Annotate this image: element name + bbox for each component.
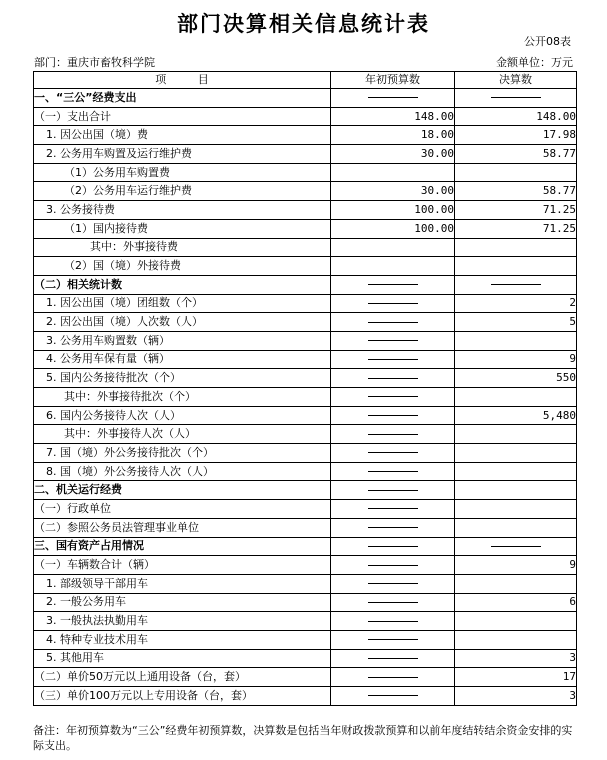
row-item-label: 5. 国内公务接待批次（个） <box>34 369 331 388</box>
table-row <box>34 238 577 257</box>
row-item-label: （三）单价100万元以上专用设备（台，套） <box>34 687 331 706</box>
table-row <box>34 500 577 519</box>
row-budget-dash <box>331 388 455 407</box>
page-title: 部门决算相关信息统计表 <box>177 11 430 36</box>
row-budget-value: 148.00 <box>331 107 455 126</box>
row-budget-dash <box>331 294 455 313</box>
not-applicable-dash <box>368 602 418 603</box>
not-applicable-dash <box>368 322 418 323</box>
row-final-value <box>455 481 577 500</box>
row-item-label: （2）公务用车运行维护费 <box>34 182 331 201</box>
row-budget-dash <box>331 406 455 425</box>
statistics-table <box>33 71 577 706</box>
row-budget-dash <box>331 630 455 649</box>
table-row <box>34 388 577 407</box>
form-code: 公开08表 <box>524 35 571 48</box>
row-item-label: 8. 国（境）外公务接待人次（人） <box>34 462 331 481</box>
row-item-label: 6. 国内公务接待人次（人） <box>34 406 331 425</box>
row-item-label: 3. 公务接待费 <box>34 201 331 220</box>
row-budget-value <box>331 238 455 257</box>
row-budget-dash <box>331 668 455 687</box>
row-final-dash <box>455 537 577 556</box>
not-applicable-dash <box>368 97 418 98</box>
row-final-value: 58.77 <box>455 145 577 164</box>
row-item-label: 2. 公务用车购置及运行维护费 <box>34 145 331 164</box>
row-budget-value <box>331 257 455 276</box>
table-row <box>34 462 577 481</box>
row-budget-value <box>331 163 455 182</box>
table-row <box>34 331 577 350</box>
row-final-value <box>455 462 577 481</box>
table-row <box>34 369 577 388</box>
row-final-value <box>455 500 577 519</box>
row-final-value: 5,480 <box>455 406 577 425</box>
row-item-label: （1）公务用车购置费 <box>34 163 331 182</box>
table-row <box>34 126 577 145</box>
unit-label: 金额单位：万元 <box>496 56 573 69</box>
row-item-label: 5. 其他用车 <box>34 649 331 668</box>
table-row <box>34 201 577 220</box>
row-final-value <box>455 630 577 649</box>
column-header-final: 决算数 <box>455 72 577 89</box>
row-item-label: 3. 公务用车购置数（辆） <box>34 331 331 350</box>
table-row <box>34 182 577 201</box>
row-final-value: 17.98 <box>455 126 577 145</box>
table-row <box>34 649 577 668</box>
table-row <box>34 518 577 537</box>
row-item-label: （二）单价50万元以上通用设备（台，套） <box>34 668 331 687</box>
not-applicable-dash <box>368 621 418 622</box>
row-budget-dash <box>331 556 455 575</box>
row-item-label: 7. 国（境）外公务接待批次（个） <box>34 444 331 463</box>
row-final-value: 3 <box>455 687 577 706</box>
row-final-value: 550 <box>455 369 577 388</box>
row-item-label: 其中：外事接待费 <box>34 238 331 257</box>
row-budget-dash <box>331 89 455 108</box>
not-applicable-dash <box>368 434 418 435</box>
row-budget-dash <box>331 612 455 631</box>
row-budget-value: 18.00 <box>331 126 455 145</box>
row-item-label: 三、国有资产占用情况 <box>34 537 331 556</box>
row-budget-dash <box>331 687 455 706</box>
row-budget-value: 100.00 <box>331 201 455 220</box>
not-applicable-dash <box>368 583 418 584</box>
table-row <box>34 574 577 593</box>
row-final-value <box>455 163 577 182</box>
not-applicable-dash <box>368 378 418 379</box>
footnote: 备注：年初预算数为“三公”经费年初预算数，决算数是包括当年财政拨款预算和以前年度结转结余资金安排的实际支出。 <box>33 724 573 752</box>
row-final-value: 2 <box>455 294 577 313</box>
not-applicable-dash <box>368 452 418 453</box>
table-row <box>34 275 577 294</box>
not-applicable-dash <box>368 639 418 640</box>
table-row <box>34 294 577 313</box>
row-item-label: 1. 因公出国（境）费 <box>34 126 331 145</box>
row-item-label: 1. 部级领导干部用车 <box>34 574 331 593</box>
row-budget-dash <box>331 481 455 500</box>
row-item-label: （一）车辆数合计（辆） <box>34 556 331 575</box>
row-budget-dash <box>331 275 455 294</box>
table-row <box>34 313 577 332</box>
row-item-label: 其中：外事接待批次（个） <box>34 388 331 407</box>
table-row <box>34 668 577 687</box>
row-final-value <box>455 331 577 350</box>
row-budget-dash <box>331 593 455 612</box>
not-applicable-dash <box>491 284 541 285</box>
row-final-dash <box>455 89 577 108</box>
table-body <box>34 89 577 706</box>
not-applicable-dash <box>368 471 418 472</box>
row-final-value: 148.00 <box>455 107 577 126</box>
row-item-label: 其中：外事接待人次（人） <box>34 425 331 444</box>
row-item-label: 1. 因公出国（境）团组数（个） <box>34 294 331 313</box>
row-budget-value: 30.00 <box>331 182 455 201</box>
row-final-value: 58.77 <box>455 182 577 201</box>
table-row <box>34 257 577 276</box>
row-item-label: （二）参照公务员法管理事业单位 <box>34 518 331 537</box>
table-row <box>34 593 577 612</box>
row-budget-dash <box>331 350 455 369</box>
row-item-label: （1）国内接待费 <box>34 219 331 238</box>
row-final-value <box>455 518 577 537</box>
row-final-value <box>455 612 577 631</box>
not-applicable-dash <box>491 97 541 98</box>
row-budget-value: 100.00 <box>331 219 455 238</box>
table-row <box>34 481 577 500</box>
table-row <box>34 687 577 706</box>
row-item-label: 一、“三公”经费支出 <box>34 89 331 108</box>
table-row <box>34 350 577 369</box>
row-item-label: 2. 因公出国（境）人次数（人） <box>34 313 331 332</box>
not-applicable-dash <box>368 340 418 341</box>
row-final-value <box>455 238 577 257</box>
table-row <box>34 556 577 575</box>
row-final-value <box>455 425 577 444</box>
not-applicable-dash <box>368 658 418 659</box>
row-budget-value: 30.00 <box>331 145 455 164</box>
row-final-value: 6 <box>455 593 577 612</box>
row-budget-dash <box>331 574 455 593</box>
row-budget-dash <box>331 444 455 463</box>
not-applicable-dash <box>368 677 418 678</box>
row-item-label: （一）支出合计 <box>34 107 331 126</box>
row-item-label: 2. 一般公务用车 <box>34 593 331 612</box>
not-applicable-dash <box>368 490 418 491</box>
row-final-value: 3 <box>455 649 577 668</box>
row-budget-dash <box>331 369 455 388</box>
row-item-label: 二、机关运行经费 <box>34 481 331 500</box>
row-item-label: 4. 公务用车保有量（辆） <box>34 350 331 369</box>
row-final-value <box>455 257 577 276</box>
table-row <box>34 107 577 126</box>
row-budget-dash <box>331 425 455 444</box>
row-final-value <box>455 388 577 407</box>
not-applicable-dash <box>368 508 418 509</box>
table-row <box>34 444 577 463</box>
table-row <box>34 425 577 444</box>
table-row <box>34 163 577 182</box>
row-item-label: 3. 一般执法执勤用车 <box>34 612 331 631</box>
not-applicable-dash <box>368 527 418 528</box>
row-final-value <box>455 444 577 463</box>
not-applicable-dash <box>368 396 418 397</box>
table-row <box>34 219 577 238</box>
table-row <box>34 145 577 164</box>
row-final-value: 9 <box>455 350 577 369</box>
table-row <box>34 630 577 649</box>
table-row <box>34 537 577 556</box>
not-applicable-dash <box>368 565 418 566</box>
row-final-value <box>455 574 577 593</box>
not-applicable-dash <box>368 284 418 285</box>
table-row <box>34 406 577 425</box>
row-budget-dash <box>331 462 455 481</box>
table-row <box>34 89 577 108</box>
row-final-value: 71.25 <box>455 201 577 220</box>
not-applicable-dash <box>368 415 418 416</box>
table-row <box>34 612 577 631</box>
not-applicable-dash <box>368 359 418 360</box>
row-final-value: 17 <box>455 668 577 687</box>
row-budget-dash <box>331 518 455 537</box>
department-label: 部门：重庆市畜牧科学院 <box>34 56 155 69</box>
row-final-value: 71.25 <box>455 219 577 238</box>
row-budget-dash <box>331 313 455 332</box>
not-applicable-dash <box>368 546 418 547</box>
not-applicable-dash <box>491 546 541 547</box>
table-header-row <box>34 72 577 89</box>
not-applicable-dash <box>368 303 418 304</box>
row-final-value: 9 <box>455 556 577 575</box>
row-budget-dash <box>331 331 455 350</box>
row-budget-dash <box>331 537 455 556</box>
column-header-budget: 年初预算数 <box>331 72 455 89</box>
row-final-dash <box>455 275 577 294</box>
row-item-label: （2）国（境）外接待费 <box>34 257 331 276</box>
row-final-value: 5 <box>455 313 577 332</box>
row-item-label: 4. 特种专业技术用车 <box>34 630 331 649</box>
row-budget-dash <box>331 500 455 519</box>
row-item-label: （二）相关统计数 <box>34 275 331 294</box>
row-item-label: （一）行政单位 <box>34 500 331 519</box>
column-header-item: 项 目 <box>34 72 331 89</box>
not-applicable-dash <box>368 695 418 696</box>
row-budget-dash <box>331 649 455 668</box>
